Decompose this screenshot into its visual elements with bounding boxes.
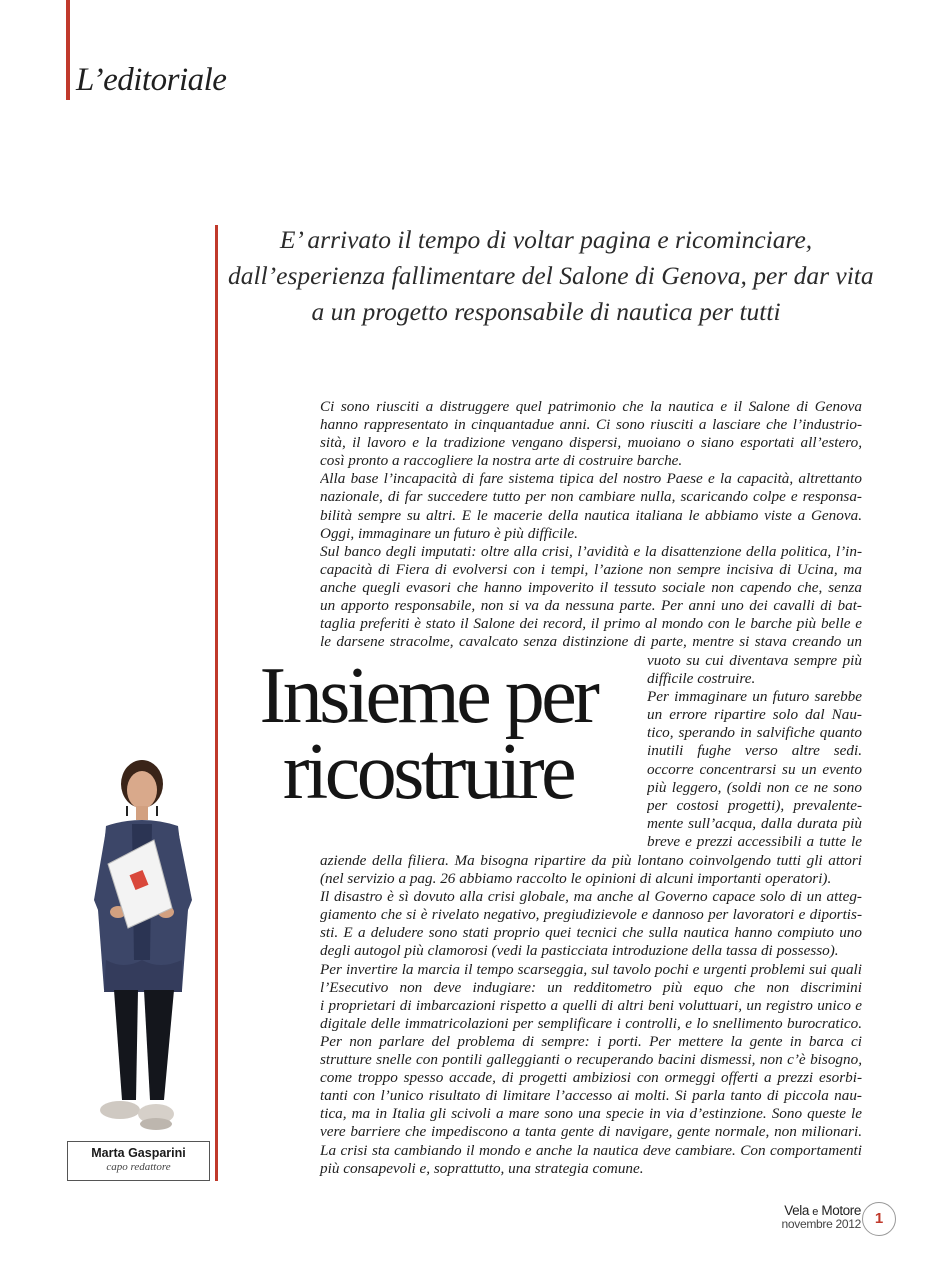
body-line: come troppo spesso accade, di progetti ambiziosi con ormeggi offerti a prezzi esorbi- xyxy=(320,1069,862,1087)
body-line: capacità di Fiera di evolversi con i tempi, l’azione non sempre incisiva di Ucina, ma xyxy=(320,560,862,578)
body-line: inutili fughe verso altre sedi. xyxy=(647,742,862,760)
body-line: Ci sono riusciti a distruggere quel patrimonio che la nautica e il Salone di Genova xyxy=(320,398,862,415)
body-line: per costosi progetti), prevalente- xyxy=(647,796,862,814)
magazine-name-part: Motore xyxy=(821,1203,861,1218)
magazine-name xyxy=(760,1203,861,1218)
article-body-bottom xyxy=(320,852,862,1178)
standfirst-line: E’ arrivato il tempo di voltar pagina e ricominciare, xyxy=(279,225,813,254)
body-line: taglia preferiti è stato il Salone dei record, il primo al mondo con le barche più belle e xyxy=(320,615,862,633)
headline xyxy=(228,652,628,816)
body-line: Per invertire la marcia il tempo scarseggia, sul tavolo pochi e urgenti problemi sui quali xyxy=(320,960,862,978)
body-line: breve e prezzi accessibili a tutte le xyxy=(647,832,862,850)
body-line: sità, il lavoro e la tradizione vengano dispersi, muoiano o siano esportati all’estero, xyxy=(320,434,862,452)
body-line: strutture snelle con pontili galleggianti o recuperando bacini dismessi, non c’è bisogno, xyxy=(320,1051,862,1069)
standfirst xyxy=(228,222,874,330)
body-line: le darsene stracolme, cavalcato senza distinzione di parte, mentre si stava creando un xyxy=(320,633,862,651)
body-line: nazionale, di far succedere tutto per non cambiare nulla, scaricando colpe e responsa- xyxy=(320,488,862,506)
magazine-name-part: Vela xyxy=(784,1203,809,1218)
body-line: giamento che si è rivelato negativo, pregiudizievole e dannoso per lavoratori e diportis- xyxy=(320,906,862,924)
article-body-top xyxy=(320,398,862,651)
author-photo xyxy=(84,760,202,1142)
body-line: tanti con l’unico risultato di limitare l’accesso ai molti. Si parla tanto di piccola nau- xyxy=(320,1087,862,1105)
article-body-side xyxy=(647,652,862,851)
body-line: difficile costruire. xyxy=(647,670,756,688)
body-line: Oggi, immaginare un futuro è più difficile. xyxy=(320,524,578,542)
body-line: più leggero, (soldi non ce ne sono xyxy=(647,778,862,796)
body-line: Sul banco degli imputati: oltre alla crisi, l’avidità e la disattenzione della politica, l’in- xyxy=(320,542,862,560)
body-line: un apporto responsabile, non si va da nessuna parte. Per anni uno dei cavalli di bat- xyxy=(320,597,862,615)
body-line: La crisi sta cambiando il mondo e anche la nautica deve cambiare. Con comportamenti xyxy=(320,1141,862,1159)
body-line: mente sull’acqua, dalla durata più xyxy=(647,814,862,832)
author-name: Marta Gasparini xyxy=(91,1146,186,1160)
body-line: vere barriere che impediscono a tanta gente di navigare, gente normale, non milionari. xyxy=(320,1123,862,1141)
body-line: digitale delle immatricolazioni per semplificare i controlli, e lo snellimento burocratico. xyxy=(320,1014,862,1032)
body-line: l’Esecutivo non deve indugiare: un redditometro più equo che non discrimini xyxy=(320,978,862,996)
body-line: Alla base l’incapacità di fare sistema tipica del nostro Paese e la capacità, altrettanto xyxy=(320,470,862,488)
standfirst-line: a un progetto responsabile di nautica per tutti xyxy=(311,297,781,326)
body-line: più consapevoli e, soprattutto, una strategia comune. xyxy=(320,1159,644,1177)
body-line: occorre concentrarsi su un evento xyxy=(647,760,862,778)
section-title: L’editoriale xyxy=(76,62,227,98)
headline-line: Insieme per xyxy=(259,652,597,740)
body-line: così pronto a raccogliere la nostra arte di costruire barche. xyxy=(320,452,683,470)
page-number: 1 xyxy=(862,1202,896,1236)
headline-line: ricostruire xyxy=(282,728,574,816)
body-line: tica, ma in Italia gli scivoli a mare sono una specie in via d’estinzione. Sono queste le xyxy=(320,1105,862,1123)
body-line: bilità sempre su altri. E le macerie della nautica italiana le abbiamo viste a Genova. xyxy=(320,506,862,524)
body-line: un errore ripartire solo dal Nau- xyxy=(647,706,862,724)
body-line: Il disastro è sì dovuto alla crisi globale, ma anche al Governo capace solo di un atteg- xyxy=(320,888,862,906)
body-line: anche quegli evasori che hanno impoverito il tessuto sociale non capendo che, senza xyxy=(320,578,862,596)
magazine-name-connector: e xyxy=(812,1206,819,1218)
body-line: Per immaginare un futuro sarebbe xyxy=(647,688,862,706)
body-line: vuoto su cui diventava sempre più xyxy=(647,652,862,669)
author-role: capo redattore xyxy=(106,1161,171,1173)
author-box xyxy=(67,1141,210,1181)
article-accent-rule xyxy=(215,225,218,1181)
body-line: hanno rappresentato in cinquantadue anni. Ci sono riusciti a lasciare che l’industrio- xyxy=(320,416,862,434)
body-line: aziende della filiera. Ma bisogna ripartire da più lontano coinvolgendo tutti gli attori xyxy=(320,852,862,869)
body-line: sti. E a deludere sono stati proprio quei tecnici che sulla nautica hanno compiuto uno xyxy=(320,924,862,942)
body-line: i proprietari di imbarcazioni rispetto a quelli di altri beni voluttuari, un registro unico e xyxy=(320,996,862,1014)
body-line: tico, sperando in salvifiche quanto xyxy=(647,724,862,742)
issue-date: novembre 2012 xyxy=(781,1217,861,1231)
body-line: Per non parlare del problema di sempre: i porti. Per mettere la gente in barca ci xyxy=(320,1032,862,1050)
standfirst-line: dall’esperienza fallimentare del Salone di Genova, per dar vita xyxy=(228,261,874,290)
body-line: (nel servizio a pag. 26 abbiamo raccolto le opinioni di alcuni importanti operatori). xyxy=(320,870,832,888)
body-line: degli autogol più clamorosi (vedi la pasticciata introduzione della tassa di possesso). xyxy=(320,942,839,960)
footer-magazine xyxy=(760,1203,861,1231)
section-accent-rule xyxy=(66,0,70,100)
